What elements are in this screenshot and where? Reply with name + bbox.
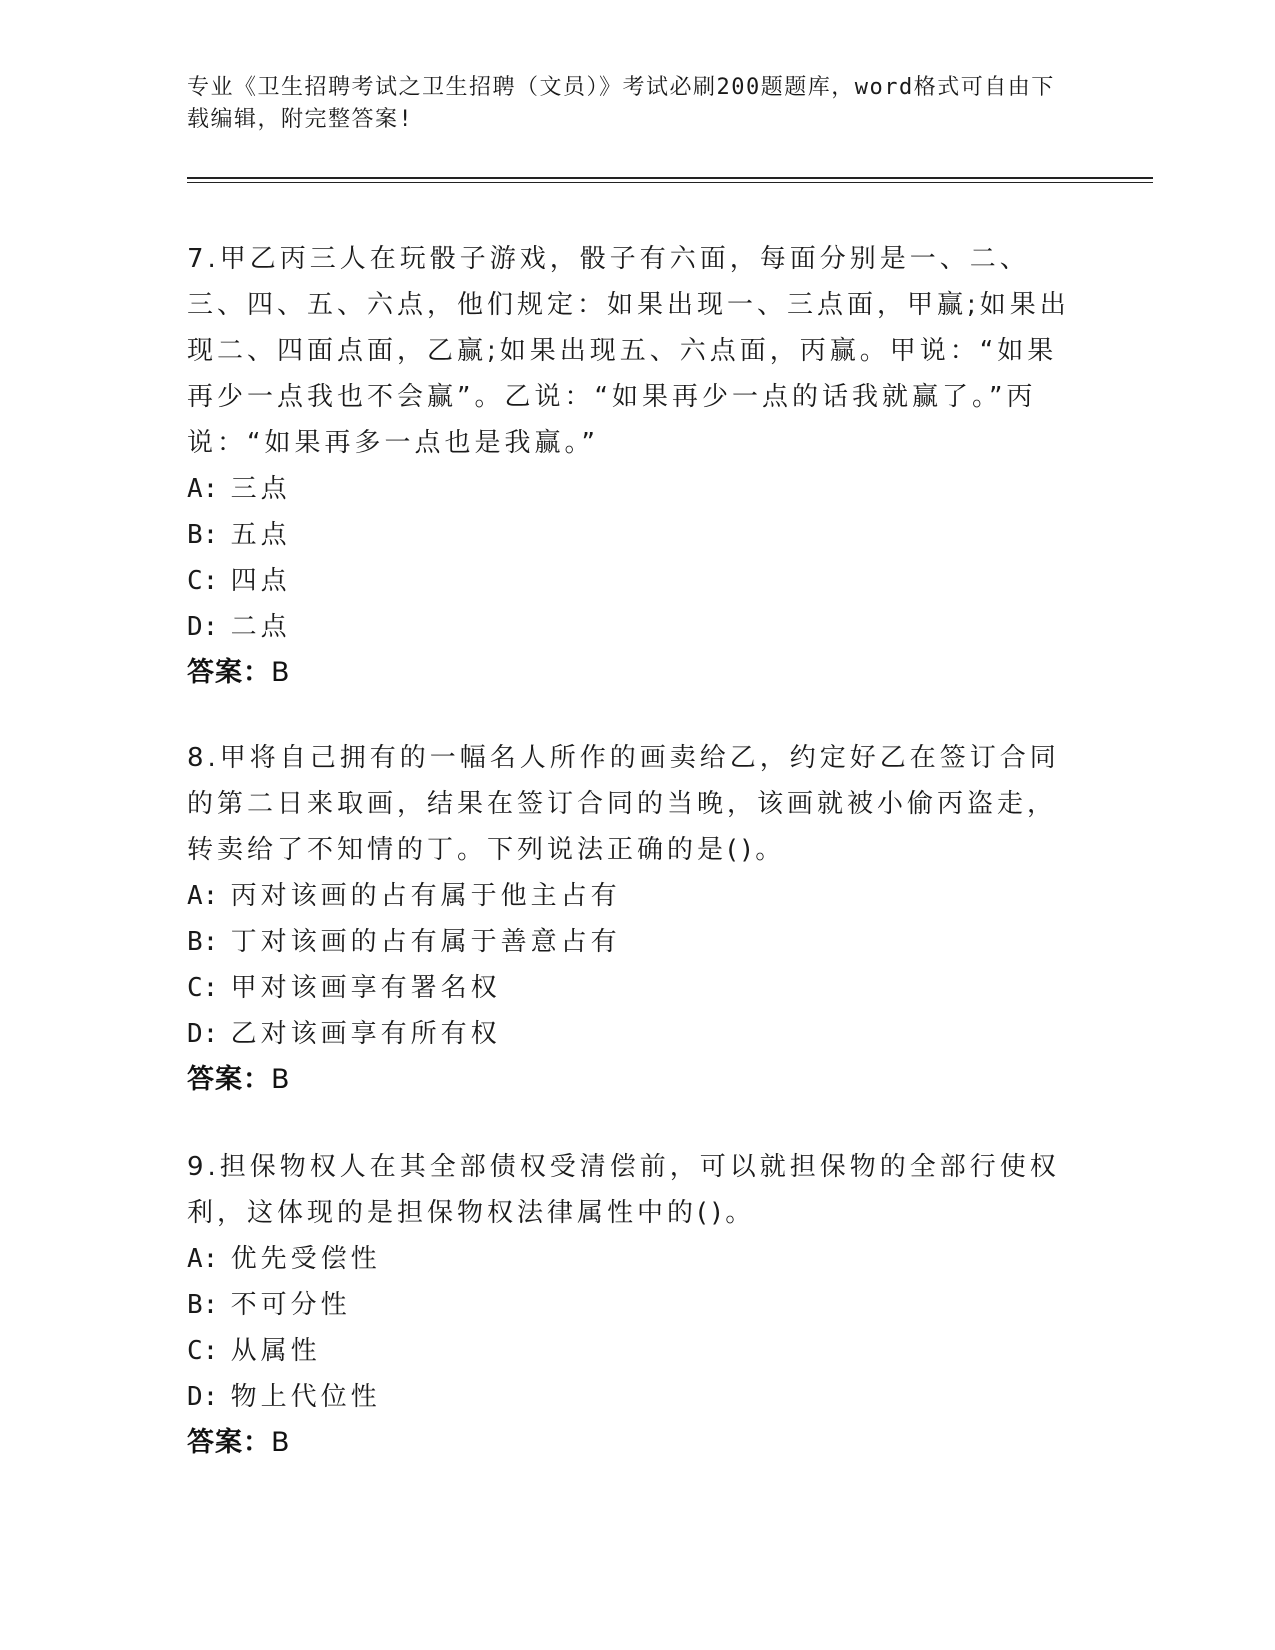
option-text: 丙对该画的占有属于他主占有 xyxy=(230,881,621,911)
question-9 xyxy=(187,1144,1077,1466)
question-stem: 8.甲将自己拥有的一幅名人所作的画卖给乙，约定好乙在签订合同的第二日来取画，结果在签订合同的当晚，该画就被小偷丙盗走，转卖给了不知情的丁。下列说法正确的是()。 xyxy=(187,743,1060,865)
option-text: 二点 xyxy=(230,612,291,642)
option-key: D: xyxy=(187,612,219,642)
option-text: 甲对该画享有署名权 xyxy=(230,973,501,1003)
option-b xyxy=(187,512,1077,558)
option-text: 四点 xyxy=(230,566,291,596)
option-a xyxy=(187,1236,1077,1282)
option-text: 丁对该画的占有属于善意占有 xyxy=(230,927,621,957)
document-header: 专业《卫生招聘考试之卫生招聘（文员）》考试必刷200题题库，word格式可自由下载编辑，附完整答案! xyxy=(187,75,1055,132)
answer-label: 答案： xyxy=(187,657,271,688)
option-key: B: xyxy=(187,927,219,957)
option-text: 从属性 xyxy=(230,1336,321,1366)
answer-line xyxy=(187,650,1077,696)
answer-value: B xyxy=(271,1064,291,1095)
question-stem: 7.甲乙丙三人在玩骰子游戏，骰子有六面，每面分别是一、二、三、四、五、六点，他们规定：如果出现一、三点面，甲赢;如果出现二、四面点面，乙赢;如果出现五、六点面，丙赢。甲说：“如果再少一点我也不会赢”。乙说：“如果再少一点的话我就赢了。”丙说：“如果再多一点也是我赢。” xyxy=(187,244,1070,458)
option-c xyxy=(187,558,1077,604)
question-8 xyxy=(187,735,1077,1103)
option-d xyxy=(187,1374,1077,1420)
option-d xyxy=(187,604,1077,650)
option-key: D: xyxy=(187,1382,219,1412)
option-key: D: xyxy=(187,1019,219,1049)
option-text: 三点 xyxy=(230,474,291,504)
question-stem: 9.担保物权人在其全部债权受清偿前，可以就担保物的全部行使权利，这体现的是担保物权法律属性中的()。 xyxy=(187,1152,1060,1228)
answer-value: B xyxy=(271,657,291,688)
option-c xyxy=(187,965,1077,1011)
option-text: 物上代位性 xyxy=(230,1382,381,1412)
answer-label: 答案： xyxy=(187,1064,271,1095)
header-divider-thick xyxy=(187,177,1153,179)
answer-value: B xyxy=(271,1427,291,1458)
answer-line xyxy=(187,1057,1077,1103)
question-7 xyxy=(187,236,1077,696)
option-key: C: xyxy=(187,973,219,1003)
option-key: C: xyxy=(187,566,219,596)
option-text: 五点 xyxy=(230,520,291,550)
answer-line xyxy=(187,1420,1077,1466)
header-divider-thin xyxy=(187,182,1153,183)
option-key: B: xyxy=(187,1290,219,1320)
option-key: A: xyxy=(187,1244,219,1274)
answer-label: 答案： xyxy=(187,1427,271,1458)
option-a xyxy=(187,466,1077,512)
option-text: 不可分性 xyxy=(230,1290,351,1320)
option-key: B: xyxy=(187,520,219,550)
option-key: C: xyxy=(187,1336,219,1366)
option-a xyxy=(187,873,1077,919)
option-d xyxy=(187,1011,1077,1057)
option-b xyxy=(187,1282,1077,1328)
option-key: A: xyxy=(187,881,219,911)
option-c xyxy=(187,1328,1077,1374)
option-text: 乙对该画享有所有权 xyxy=(230,1019,501,1049)
option-key: A: xyxy=(187,474,219,504)
option-text: 优先受偿性 xyxy=(230,1244,381,1274)
option-b xyxy=(187,919,1077,965)
